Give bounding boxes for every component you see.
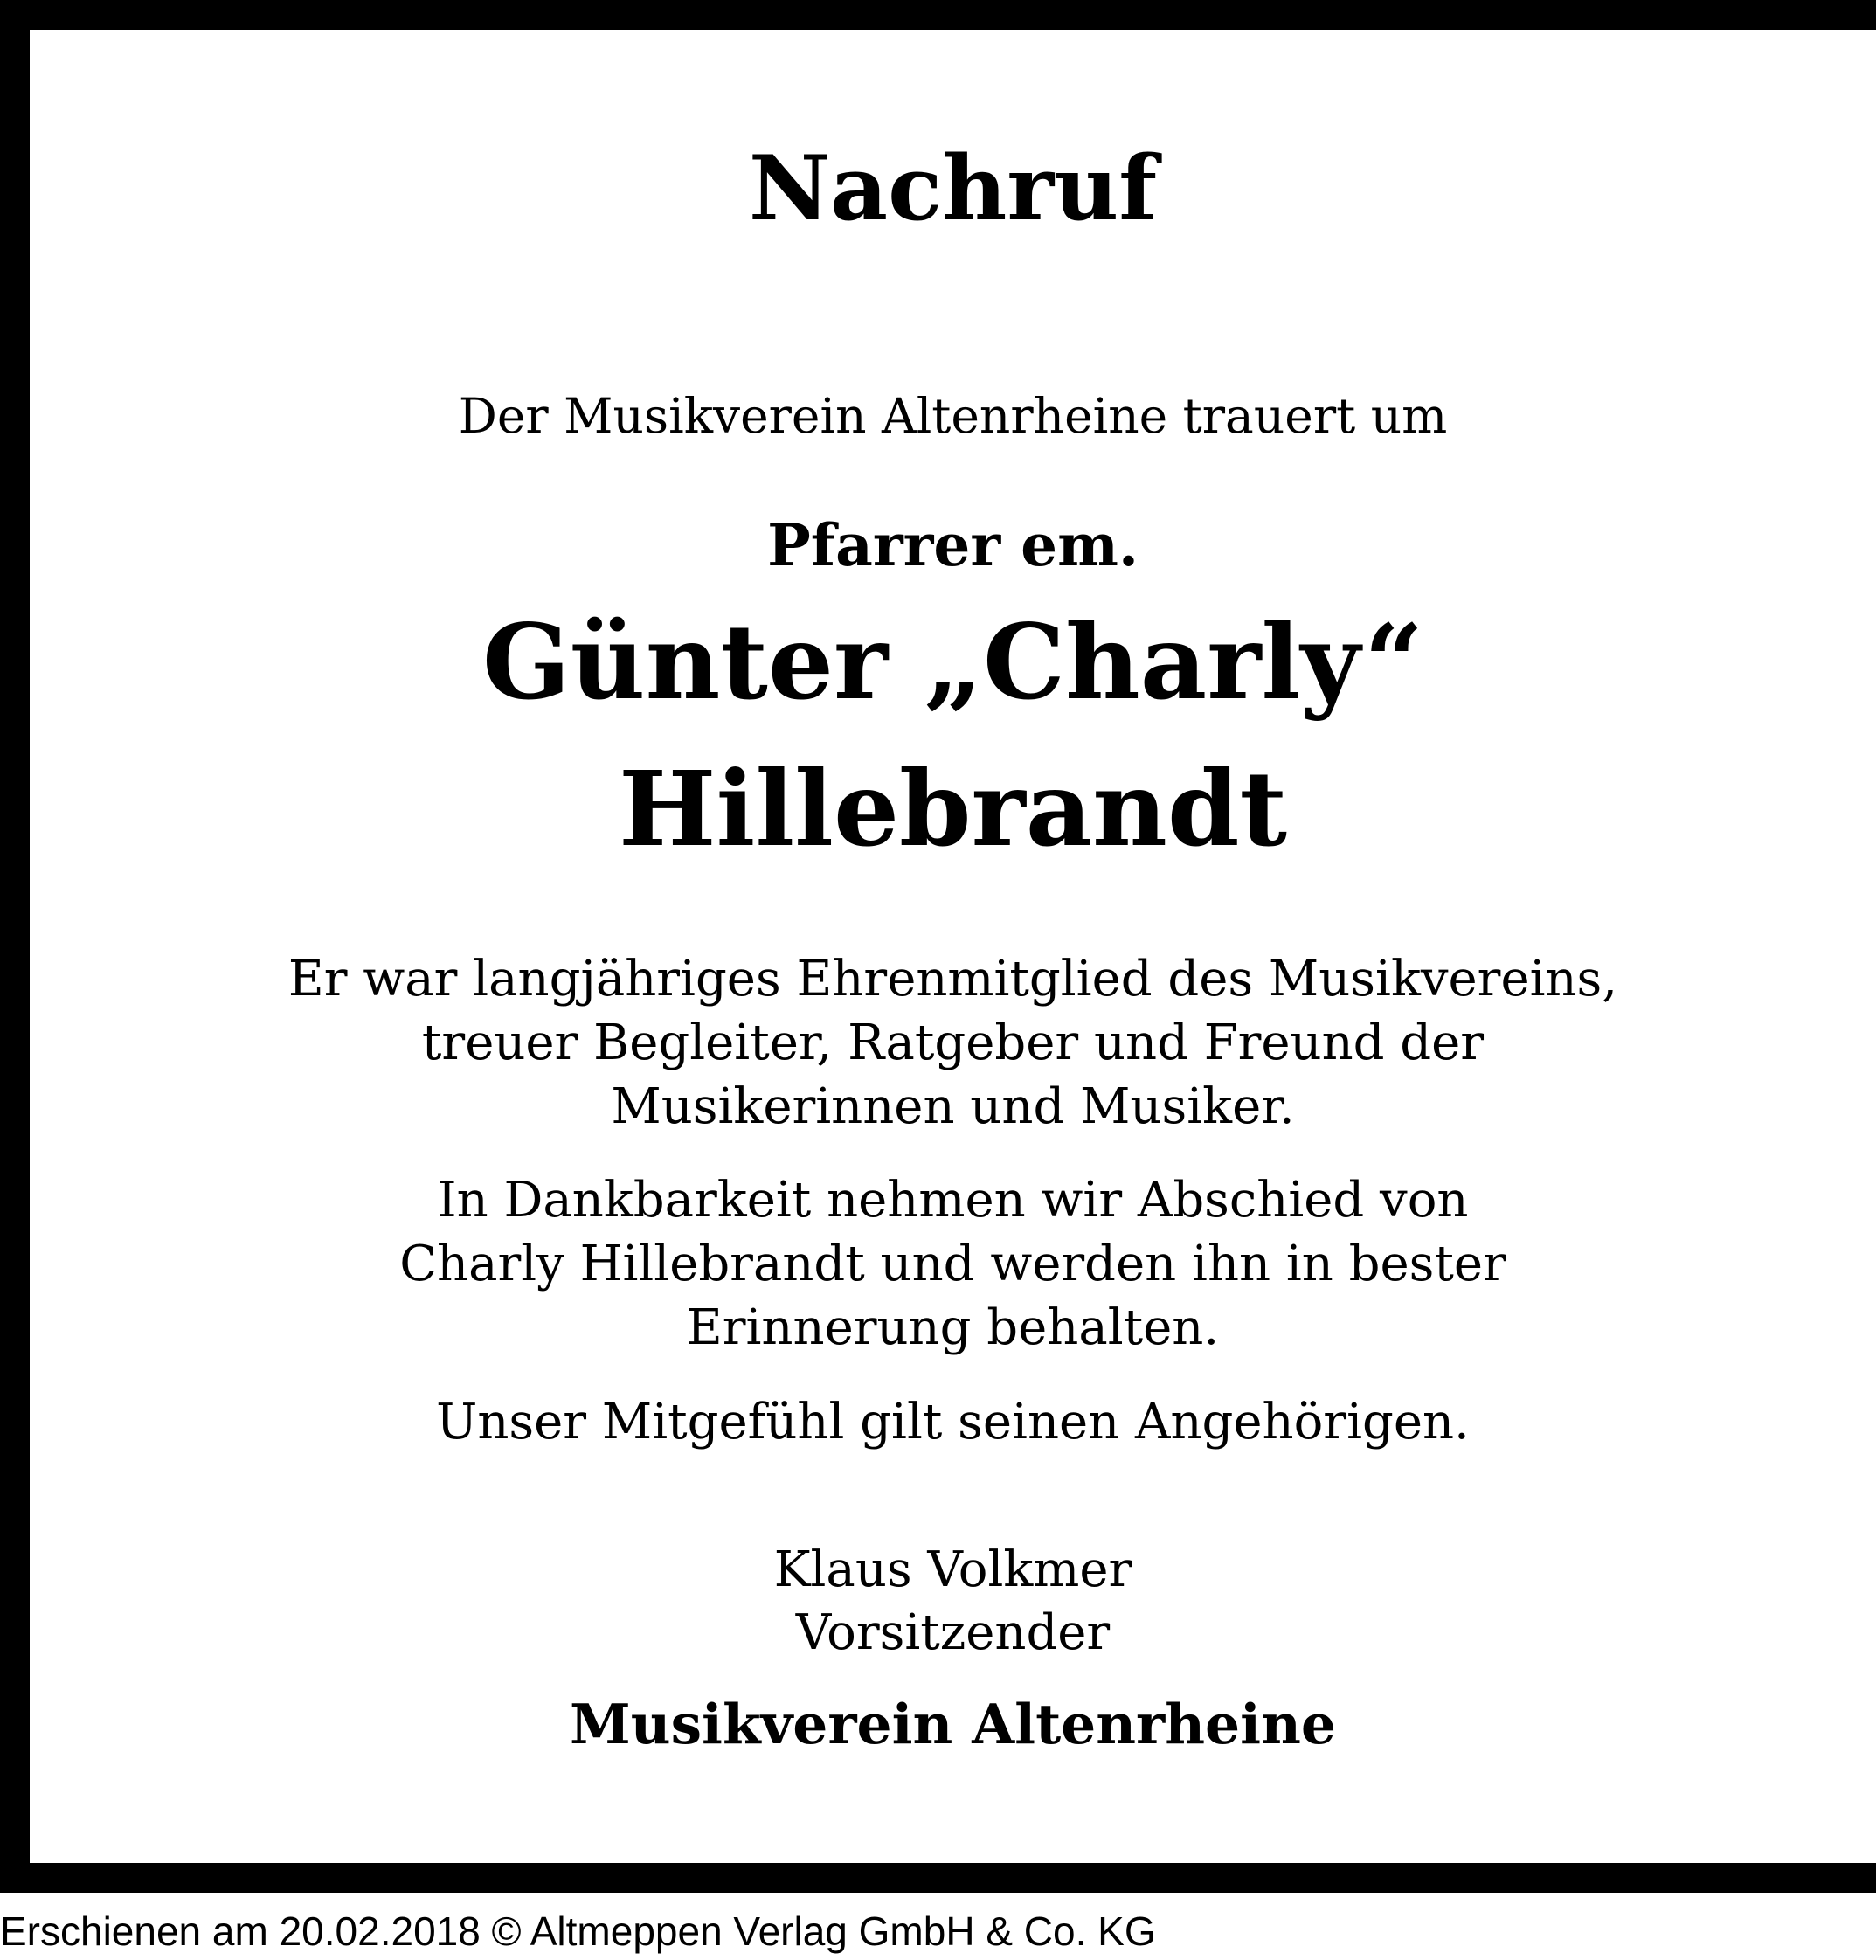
signer-name: Klaus Volkmer	[773, 1541, 1132, 1598]
notice-title: Nachruf	[748, 136, 1158, 241]
deceased-name	[30, 589, 1876, 883]
tribute-paragraph-1-line: Er war langjähriges Ehrenmitglied des Musikvereins,	[287, 951, 1618, 1008]
tribute-paragraph-2-line: Erinnerung behalten.	[686, 1299, 1220, 1356]
organization-name: Musikverein Altenrheine	[570, 1692, 1336, 1756]
tribute-paragraph-1	[30, 947, 1876, 1139]
tribute-paragraph-2	[30, 1168, 1876, 1360]
deceased-name-line-2: Hillebrandt	[619, 748, 1287, 869]
condolence-line: Unser Mitgefühl gilt seinen Angehörigen.	[436, 1394, 1470, 1451]
tribute-paragraph-2-line: In Dankbarkeit nehmen wir Abschied von	[437, 1172, 1469, 1229]
tribute-paragraph-1-line: treuer Begleiter, Ratgeber und Freund der	[421, 1015, 1485, 1071]
intro-line: Der Musikverein Altenrheine trauert um	[458, 388, 1448, 444]
deceased-name-line-1: Günter „Charly“	[482, 601, 1423, 723]
honorific-title: Pfarrer em.	[767, 511, 1139, 579]
tribute-paragraph-1-line: Musikerinnen und Musiker.	[611, 1078, 1295, 1135]
signer-block	[30, 1539, 1876, 1665]
publication-footer: Erschienen am 20.02.2018 © Altmeppen Verlag GmbH & Co. KG	[0, 1908, 1156, 1954]
tribute-paragraph-2-line: Charly Hillebrandt und werden ihn in bester	[399, 1236, 1506, 1292]
obituary-notice-content	[30, 30, 1876, 1863]
signer-role: Vorsitzender	[795, 1604, 1111, 1661]
